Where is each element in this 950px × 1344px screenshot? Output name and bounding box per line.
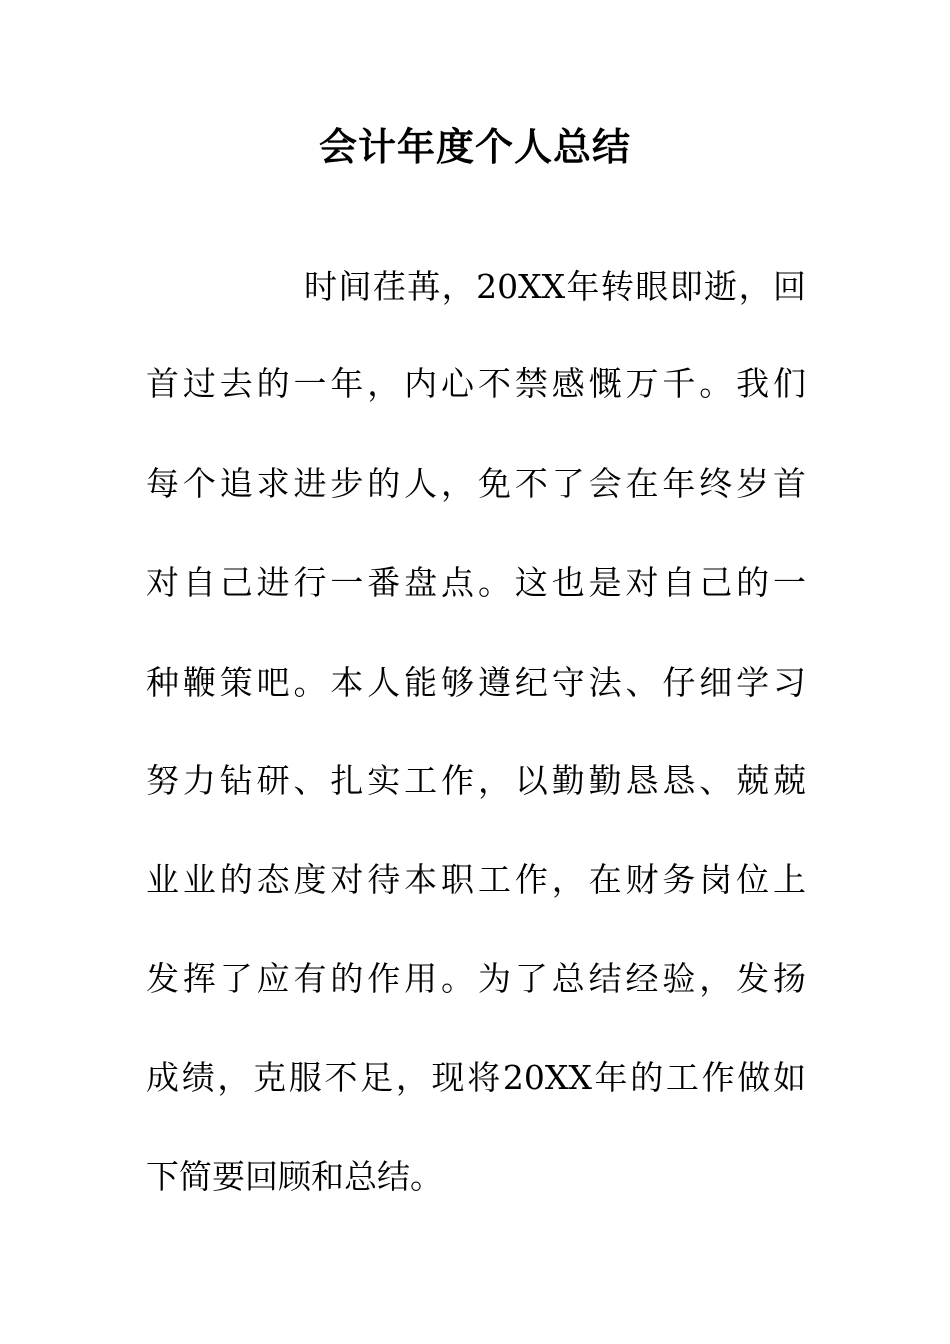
paragraph-line-3: 每个追求进步的人，免不了会在年终岁首 — [146, 464, 806, 503]
paragraph-line-4: 对自己进行一番盘点。这也是对自己的一 — [146, 563, 806, 602]
paragraph-line-2: 首过去的一年，内心不禁感慨万千。我们 — [146, 364, 806, 403]
paragraph-line-1: 时间荏苒，20XX年转眼即逝，回 — [304, 267, 806, 306]
paragraph-line-10: 下简要回顾和总结。 — [146, 1157, 443, 1196]
paragraph-line-9: 成绩，克服不足，现将20XX年的工作做如 — [146, 1058, 806, 1097]
document-title: 会计年度个人总结 — [318, 124, 631, 169]
paragraph-line-8: 发挥了应有的作用。为了总结经验，发扬 — [146, 959, 806, 998]
paragraph-line-5: 种鞭策吧。本人能够遵纪守法、仔细学习 — [146, 663, 806, 702]
paragraph-line-7: 业业的态度对待本职工作，在财务岗位上 — [146, 860, 806, 899]
paragraph-line-6: 努力钻研、扎实工作，以勤勤恳恳、兢兢 — [146, 761, 806, 800]
